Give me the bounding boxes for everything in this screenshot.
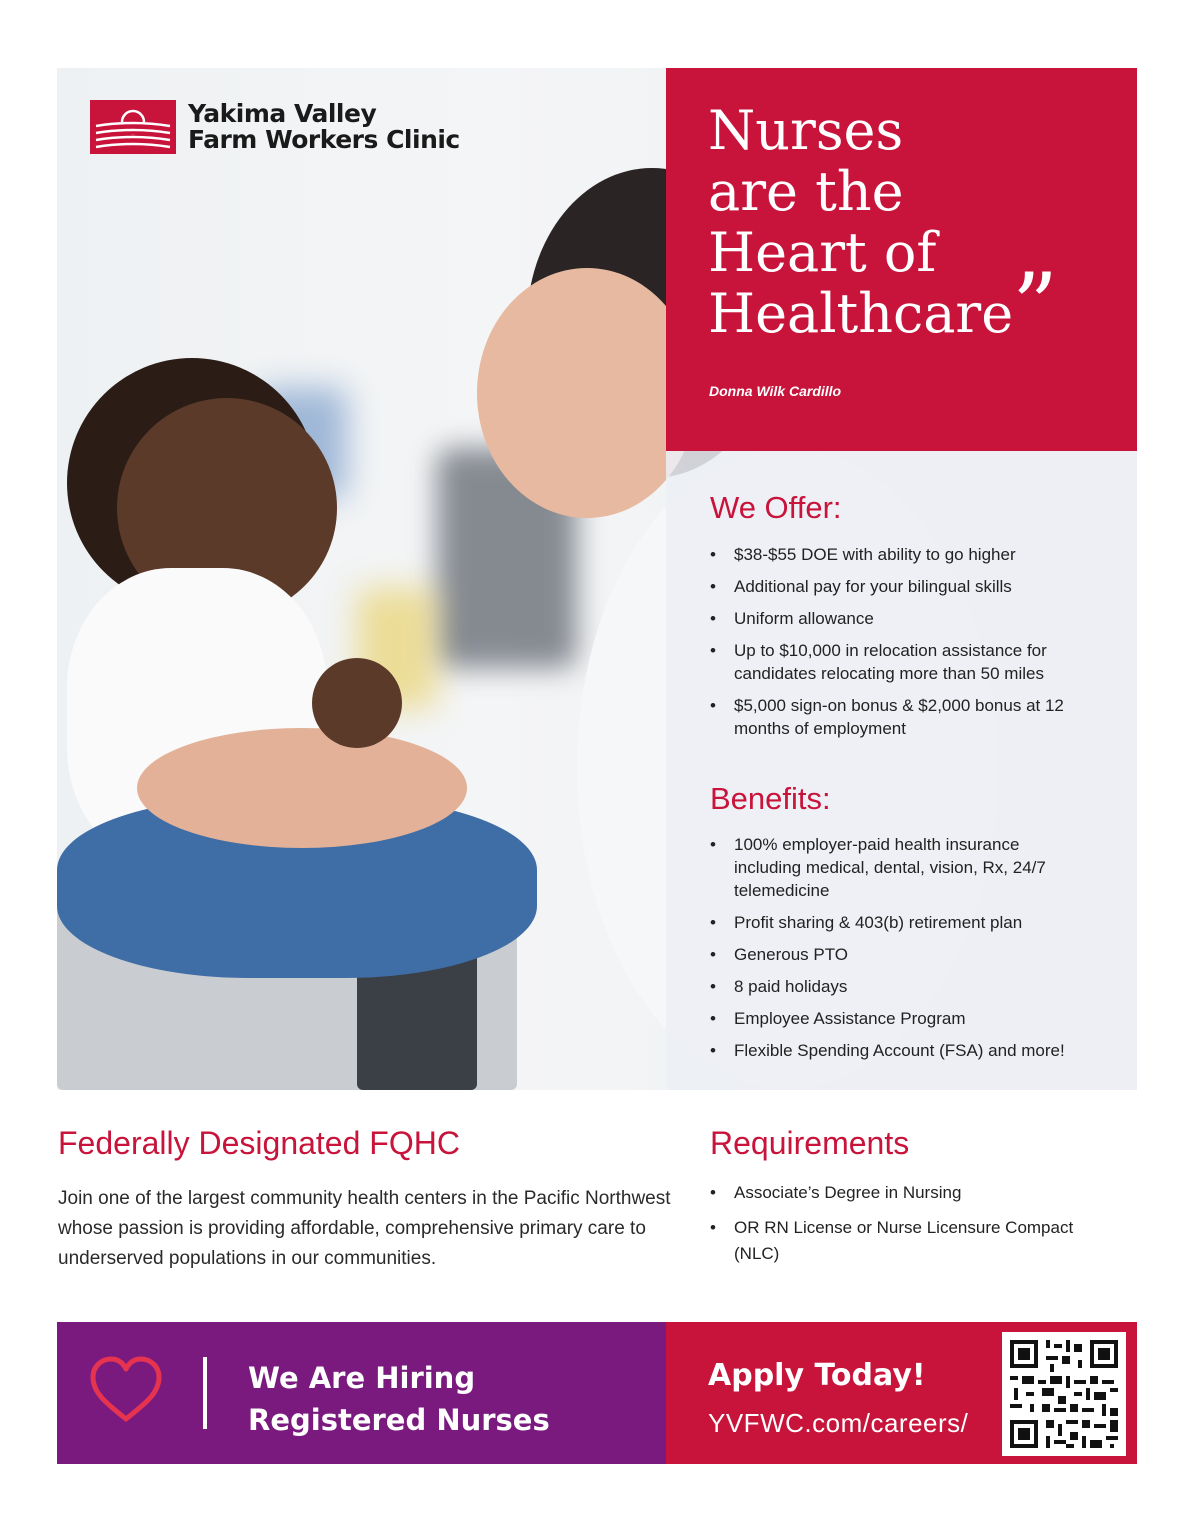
list-item: • 100% employer-paid health insurance including medical, dental, vision, Rx, 24/7 telemedicine: [708, 833, 1068, 902]
quote-author: Donna Wilk Cardillo: [709, 383, 842, 399]
quote-line: Nurses: [708, 99, 904, 162]
list-item: • Additional pay for your bilingual skills: [708, 575, 1118, 598]
benefits-title: Benefits:: [710, 781, 831, 816]
quote-line: Heart of: [708, 221, 937, 284]
list-item: • Associate’s Degree in Nursing: [708, 1180, 1108, 1206]
hiring-line1: We Are Hiring: [248, 1361, 476, 1395]
heart-outline-icon: [88, 1355, 164, 1425]
list-item: • $5,000 sign-on bonus & $2,000 bonus at 12 months of employment: [708, 694, 1118, 740]
footer-divider: [203, 1357, 207, 1429]
list-item: • OR RN License or Nurse Licensure Compact (NLC): [708, 1215, 1108, 1267]
clinic-logo: [90, 100, 460, 154]
list-item: • Generous PTO: [708, 943, 1118, 966]
clinic-name-line1: Yakima Valley: [188, 99, 377, 128]
careers-link[interactable]: YVFWC.com/careers/: [708, 1408, 969, 1438]
list-item: • 8 paid holidays: [708, 975, 1118, 998]
qr-code-icon[interactable]: [1002, 1332, 1126, 1456]
clinic-name: [188, 101, 460, 153]
clinic-name-line2: Farm Workers Clinic: [188, 125, 460, 154]
list-item: • Profit sharing & 403(b) retirement plan: [708, 911, 1118, 934]
offer-list: [708, 543, 1118, 749]
offer-title: We Offer:: [710, 490, 842, 525]
closing-quote-mark: ”: [1012, 254, 1059, 359]
quote-line: are the: [708, 160, 904, 223]
hiring-line2: Registered Nurses: [248, 1403, 550, 1437]
apply-today-heading: Apply Today!: [708, 1358, 926, 1393]
fqhc-description: Join one of the largest community health centers in the Pacific Northwest whose passion is providing affordable, comprehensive primary care to underserved populations in our communities.: [58, 1188, 671, 1269]
list-item: • Employee Assistance Program: [708, 1007, 1118, 1030]
list-item: • $38-$55 DOE with ability to go higher: [708, 543, 1118, 566]
list-item: • Flexible Spending Account (FSA) and more!: [708, 1039, 1118, 1062]
benefits-list: [708, 833, 1118, 1071]
list-item: • Up to $10,000 in relocation assistance for candidates relocating more than 50 miles: [708, 639, 1118, 685]
quote-line: Healthcare: [708, 282, 1014, 345]
hiring-text: [248, 1357, 550, 1441]
requirements-title: Requirements: [710, 1125, 910, 1161]
fqhc-title: Federally Designated FQHC: [58, 1125, 460, 1161]
list-item: • Uniform allowance: [708, 607, 1118, 630]
requirements-list: [708, 1180, 1108, 1276]
clinic-logo-icon: [90, 100, 176, 154]
